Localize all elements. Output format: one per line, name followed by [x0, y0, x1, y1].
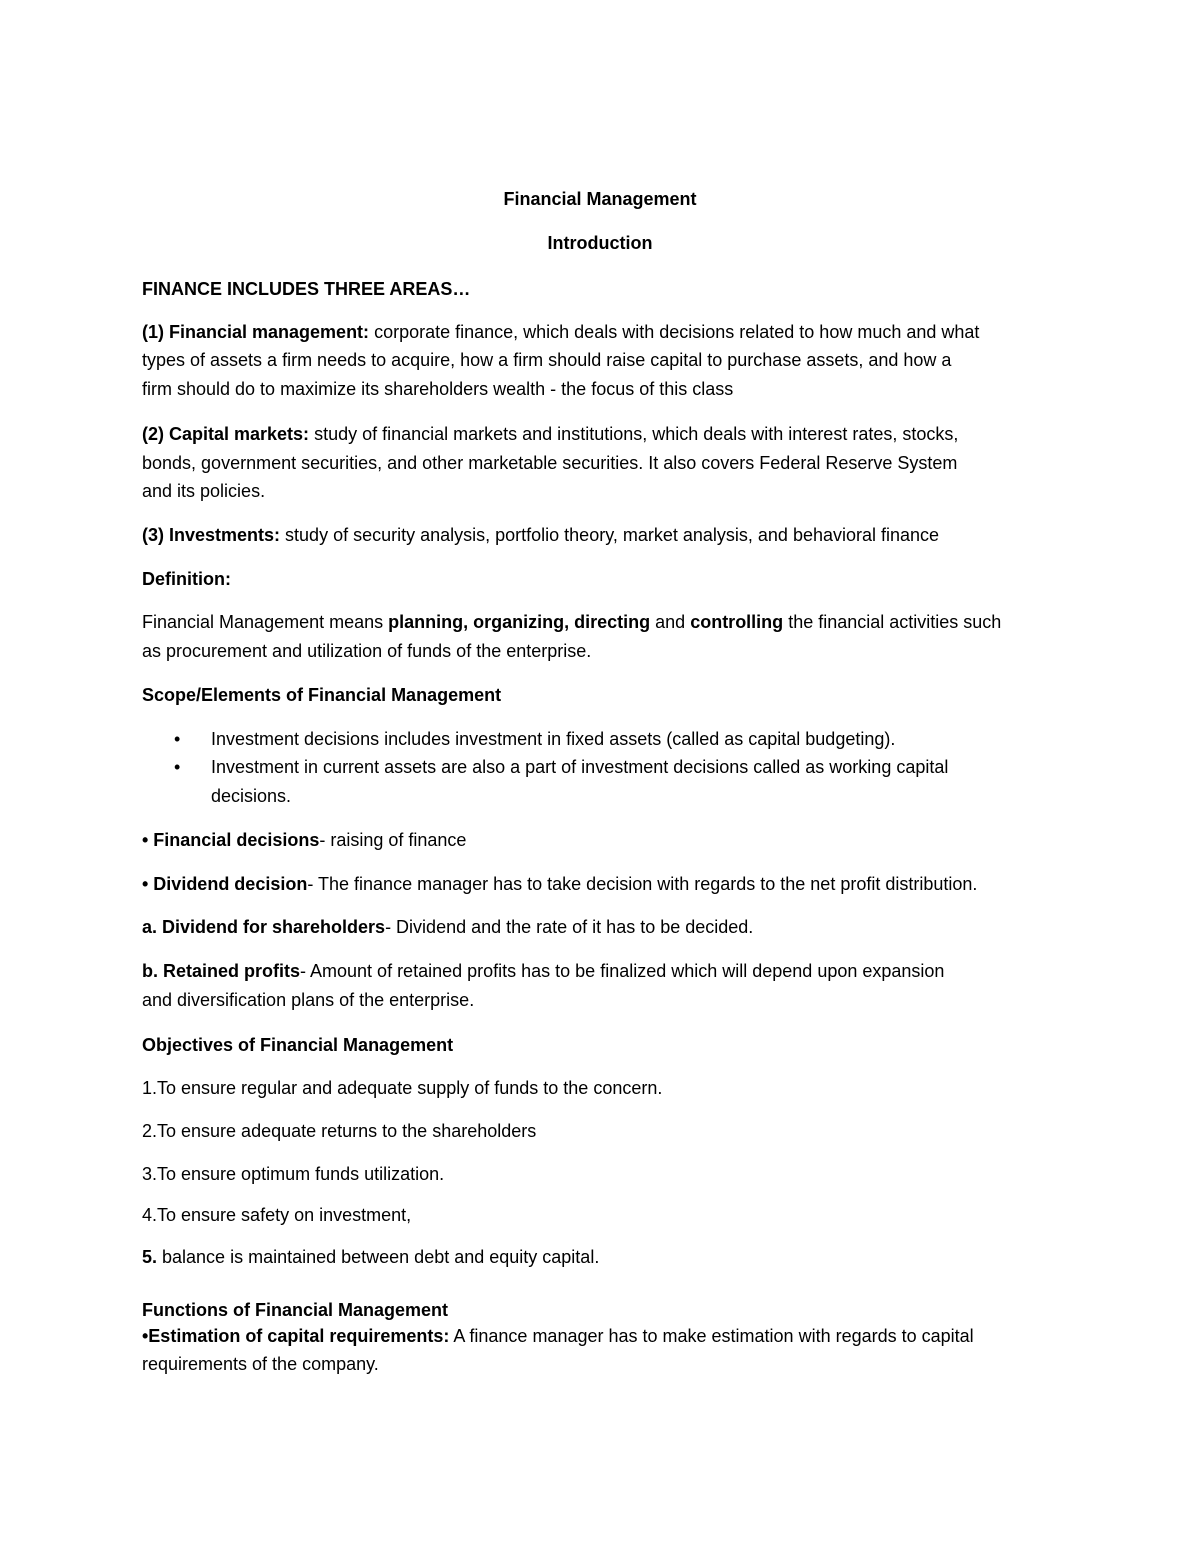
- scope-heading-text: Scope/Elements of Financial Management: [142, 685, 502, 705]
- objective-4: 4.To ensure safety on investment,: [142, 1205, 412, 1225]
- financial-decisions-text: - raising of finance: [319, 830, 467, 850]
- area3-line1: [142, 521, 939, 550]
- areas-heading-text: FINANCE INCLUDES THREE AREAS…: [142, 279, 471, 299]
- definition-part2: and: [650, 612, 691, 632]
- area2-line3: and its policies.: [142, 481, 266, 501]
- area3-text: study of security analysis, portfolio theory, market analysis, and behavioral finance: [280, 525, 940, 545]
- dividend-shareholders-text: - Dividend and the rate of it has to be decided.: [385, 917, 754, 937]
- scope-bullet-2-marker: •: [174, 757, 181, 777]
- objective-3: 3.To ensure optimum funds utilization.: [142, 1164, 445, 1184]
- definition-part1: Financial Management means: [142, 612, 389, 632]
- scope-bullet-2-cont: decisions.: [211, 786, 292, 806]
- objective-5: [142, 1243, 599, 1272]
- definition-line2: as procurement and utilization of funds of the enterprise.: [142, 641, 592, 661]
- area2-label: (2) Capital markets:: [142, 424, 310, 444]
- area2-line1: [142, 420, 958, 449]
- area2-text: study of financial markets and institutions, which deals with interest rates, stocks,: [309, 424, 959, 444]
- area1-line2: types of assets a firm needs to acquire, how a firm should raise capital to purchase assets, and how a: [142, 350, 952, 370]
- objective-2: 2.To ensure adequate returns to the shareholders: [142, 1121, 537, 1141]
- area1-label: (1) Financial management:: [142, 322, 370, 342]
- areas-heading: [142, 275, 470, 304]
- scope-bullet-2: Investment in current assets are also a part of investment decisions called as working capital: [211, 757, 949, 777]
- functions-heading-text: Functions of Financial Management: [142, 1300, 449, 1320]
- financial-decisions: [142, 826, 466, 855]
- area1-text: corporate finance, which deals with decisions related to how much and what: [369, 322, 980, 342]
- objectives-heading-text: Objectives of Financial Management: [142, 1035, 454, 1055]
- retained-profits-line2: and diversification plans of the enterprise.: [142, 990, 475, 1010]
- dividend-decision-label: • Dividend decision: [142, 874, 308, 894]
- retained-profits-label: b. Retained profits: [142, 961, 301, 981]
- document-title-text: Financial Management: [503, 189, 697, 209]
- scope-heading: [142, 681, 501, 710]
- objective-5-num: 5.: [142, 1247, 158, 1267]
- dividend-decision: [142, 870, 977, 899]
- document-subtitle-text: Introduction: [547, 233, 653, 253]
- area3-label: (3) Investments:: [142, 525, 281, 545]
- dividend-shareholders: [142, 913, 753, 942]
- estimation-line1: [142, 1322, 974, 1351]
- definition-part3: the financial activities such: [783, 612, 1002, 632]
- document-title: [0, 185, 1200, 214]
- estimation-text: A finance manager has to make estimation with regards to capital: [449, 1326, 974, 1346]
- objective-5-text: balance is maintained between debt and equity capital.: [157, 1247, 600, 1267]
- area2-line2: bonds, government securities, and other marketable securities. It also covers Federal Reserve System: [142, 453, 958, 473]
- definition-heading: [142, 565, 231, 594]
- objectives-heading: [142, 1031, 453, 1060]
- estimation-label: •Estimation of capital requirements:: [142, 1326, 450, 1346]
- definition-bold1: planning, organizing, directing: [388, 612, 651, 632]
- objective-1: 1.To ensure regular and adequate supply of funds to the concern.: [142, 1078, 663, 1098]
- definition-heading-text: Definition:: [142, 569, 231, 589]
- dividend-decision-text: - The finance manager has to take decision with regards to the net profit distribution.: [307, 874, 978, 894]
- area1-line3: firm should do to maximize its shareholders wealth - the focus of this class: [142, 379, 734, 399]
- estimation-line2: requirements of the company.: [142, 1354, 379, 1374]
- area1-line1: [142, 318, 979, 347]
- scope-bullet-1-marker: •: [174, 729, 181, 749]
- document-subtitle: [0, 229, 1200, 258]
- retained-profits-line1: [142, 957, 944, 986]
- scope-bullet-1: Investment decisions includes investment in fixed assets (called as capital budgeting).: [211, 729, 896, 749]
- definition-line1: [142, 608, 1001, 637]
- financial-decisions-label: • Financial decisions: [142, 830, 320, 850]
- functions-heading: [142, 1296, 448, 1325]
- definition-bold2: controlling: [690, 612, 784, 632]
- dividend-shareholders-label: a. Dividend for shareholders: [142, 917, 386, 937]
- retained-profits-text: - Amount of retained profits has to be finalized which will depend upon expansion: [300, 961, 945, 981]
